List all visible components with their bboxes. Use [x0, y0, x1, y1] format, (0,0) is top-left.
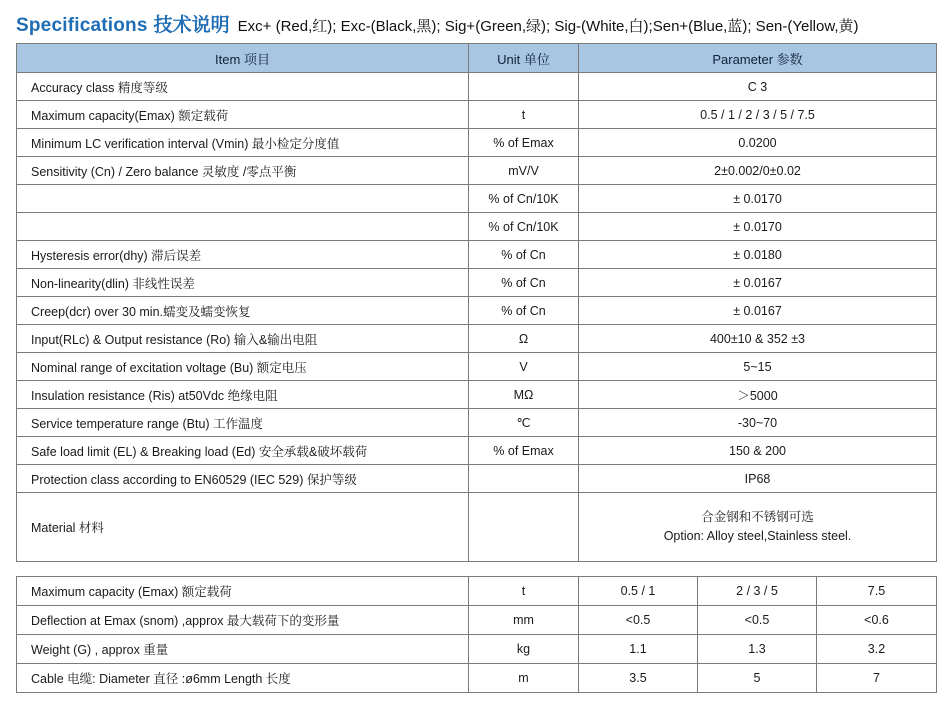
cell-unit: mV/V: [469, 157, 579, 185]
cell-parameter: 0.5 / 1 / 2 / 3 / 5 / 7.5: [579, 101, 937, 129]
cell-unit: % of Cn/10K: [469, 213, 579, 241]
table-row: [17, 325, 937, 353]
cell-item: Deflection at Emax (snom) ,approx 最大载荷下的变形量: [17, 606, 469, 635]
cell-unit: MΩ: [469, 381, 579, 409]
cell-parameter: ± 0.0170: [579, 213, 937, 241]
cell-parameter: ± 0.0167: [579, 297, 937, 325]
table-row: [17, 157, 937, 185]
table-row: [17, 577, 937, 606]
capacity-table: [16, 576, 937, 693]
cell-parameter-material: [579, 493, 937, 562]
cell-parameter: 0.0200: [579, 129, 937, 157]
cell-value-2: 2 / 3 / 5: [698, 577, 817, 606]
cell-parameter: 2±0.002/0±0.02: [579, 157, 937, 185]
cell-value-1: 1.1: [579, 635, 698, 664]
table-row: [17, 297, 937, 325]
title-chinese: 技术说明: [153, 15, 230, 36]
cell-item: Safe load limit (EL) & Breaking load (Ed) 安全承载&破坏载荷: [17, 437, 469, 465]
material-english: Option: Alloy steel,Stainless steel.: [663, 529, 852, 543]
cell-item: Sensitivity (Cn) / Zero balance 灵敏度 /零点平衡: [17, 157, 469, 185]
cell-parameter: ± 0.0167: [579, 269, 937, 297]
cell-parameter: 150 & 200: [579, 437, 937, 465]
cell-item: Maximum capacity(Emax) 额定载荷: [17, 101, 469, 129]
cell-value-3: 3.2: [817, 635, 937, 664]
cell-value-1: 0.5 / 1: [579, 577, 698, 606]
cell-unit: V: [469, 353, 579, 381]
cell-item: Accuracy class 精度等级: [17, 73, 469, 101]
cell-unit: % of Cn: [469, 269, 579, 297]
cell-unit: % of Cn/10K: [469, 185, 579, 213]
cell-value-2: 5: [698, 664, 817, 693]
cell-parameter: ＞5000: [579, 381, 937, 409]
cell-unit: % of Cn: [469, 241, 579, 269]
table-row: [17, 269, 937, 297]
cell-item: [17, 213, 469, 241]
page-title: [16, 10, 936, 43]
cell-item: Material 材料: [17, 493, 469, 562]
table-row: [17, 635, 937, 664]
cell-item: Input(RLc) & Output resistance (Ro) 输入&输出电阻: [17, 325, 469, 353]
cell-item: Protection class according to EN60529 (IEC 529) 保护等级: [17, 465, 469, 493]
cell-unit: [469, 493, 579, 562]
table-row: [17, 381, 937, 409]
table-row: [17, 73, 937, 101]
cell-value-3: 7: [817, 664, 937, 693]
table-row: [17, 185, 937, 213]
cell-item: Insulation resistance (Ris) at50Vdc 绝缘电阻: [17, 381, 469, 409]
cell-item: Hysteresis error(dhy) 滞后误差: [17, 241, 469, 269]
cell-unit: Ω: [469, 325, 579, 353]
cell-value-2: <0.5: [698, 606, 817, 635]
cell-unit: t: [469, 577, 579, 606]
cell-value-3: 7.5: [817, 577, 937, 606]
cell-item: Weight (G) , approx 重量: [17, 635, 469, 664]
cell-item: Nominal range of excitation voltage (Bu) 额定电压: [17, 353, 469, 381]
material-chinese: 合金钢和不锈钢可选: [701, 510, 814, 525]
table-row: [17, 101, 937, 129]
cell-item: Creep(dcr) over 30 min.蠕变及蠕变恢复: [17, 297, 469, 325]
column-header-item: Item 项目: [17, 44, 469, 73]
column-header-parameter: Parameter 参数: [579, 44, 937, 73]
cell-value-2: 1.3: [698, 635, 817, 664]
cell-value-3: <0.6: [817, 606, 937, 635]
cell-parameter: IP68: [579, 465, 937, 493]
title-main: Specifications: [16, 15, 148, 36]
cell-item: Minimum LC verification interval (Vmin) 最小检定分度值: [17, 129, 469, 157]
table-row: [17, 664, 937, 693]
cell-parameter: 5~15: [579, 353, 937, 381]
specifications-table: [16, 43, 937, 562]
cell-unit: % of Cn: [469, 297, 579, 325]
cell-unit: [469, 73, 579, 101]
cell-unit: % of Emax: [469, 437, 579, 465]
table-row-material: [17, 493, 937, 562]
cell-item: Service temperature range (Btu) 工作温度: [17, 409, 469, 437]
table-row: [17, 241, 937, 269]
cell-item: [17, 185, 469, 213]
table-row: [17, 353, 937, 381]
table-row: [17, 409, 937, 437]
cell-item: Non-linearity(dlin) 非线性误差: [17, 269, 469, 297]
table-row: [17, 213, 937, 241]
cell-parameter: ± 0.0170: [579, 185, 937, 213]
cell-parameter: C 3: [579, 73, 937, 101]
table-row: [17, 606, 937, 635]
cell-unit: m: [469, 664, 579, 693]
cell-value-1: 3.5: [579, 664, 698, 693]
table-header-row: [17, 44, 937, 73]
cell-unit: t: [469, 101, 579, 129]
table-row: [17, 465, 937, 493]
cell-parameter: 400±10 & 352 ±3: [579, 325, 937, 353]
cell-unit: [469, 465, 579, 493]
cell-unit: % of Emax: [469, 129, 579, 157]
cell-item: Maximum capacity (Emax) 额定载荷: [17, 577, 469, 606]
column-header-unit: Unit 单位: [469, 44, 579, 73]
table-gap: [16, 562, 936, 576]
table-row: [17, 437, 937, 465]
cell-value-1: <0.5: [579, 606, 698, 635]
cell-parameter: -30~70: [579, 409, 937, 437]
wiring-color-legend: Exc+ (Red,红); Exc-(Black,黑); Sig+(Green,绿); Sig-(White,白);Sen+(Blue,蓝); Sen-(Yellow,黄): [237, 18, 859, 35]
cell-unit: mm: [469, 606, 579, 635]
table-row: [17, 129, 937, 157]
cell-unit: ℃: [469, 409, 579, 437]
cell-parameter: ± 0.0180: [579, 241, 937, 269]
cell-unit: kg: [469, 635, 579, 664]
cell-item: Cable 电缆: Diameter 直径 :ø6mm Length 长度: [17, 664, 469, 693]
